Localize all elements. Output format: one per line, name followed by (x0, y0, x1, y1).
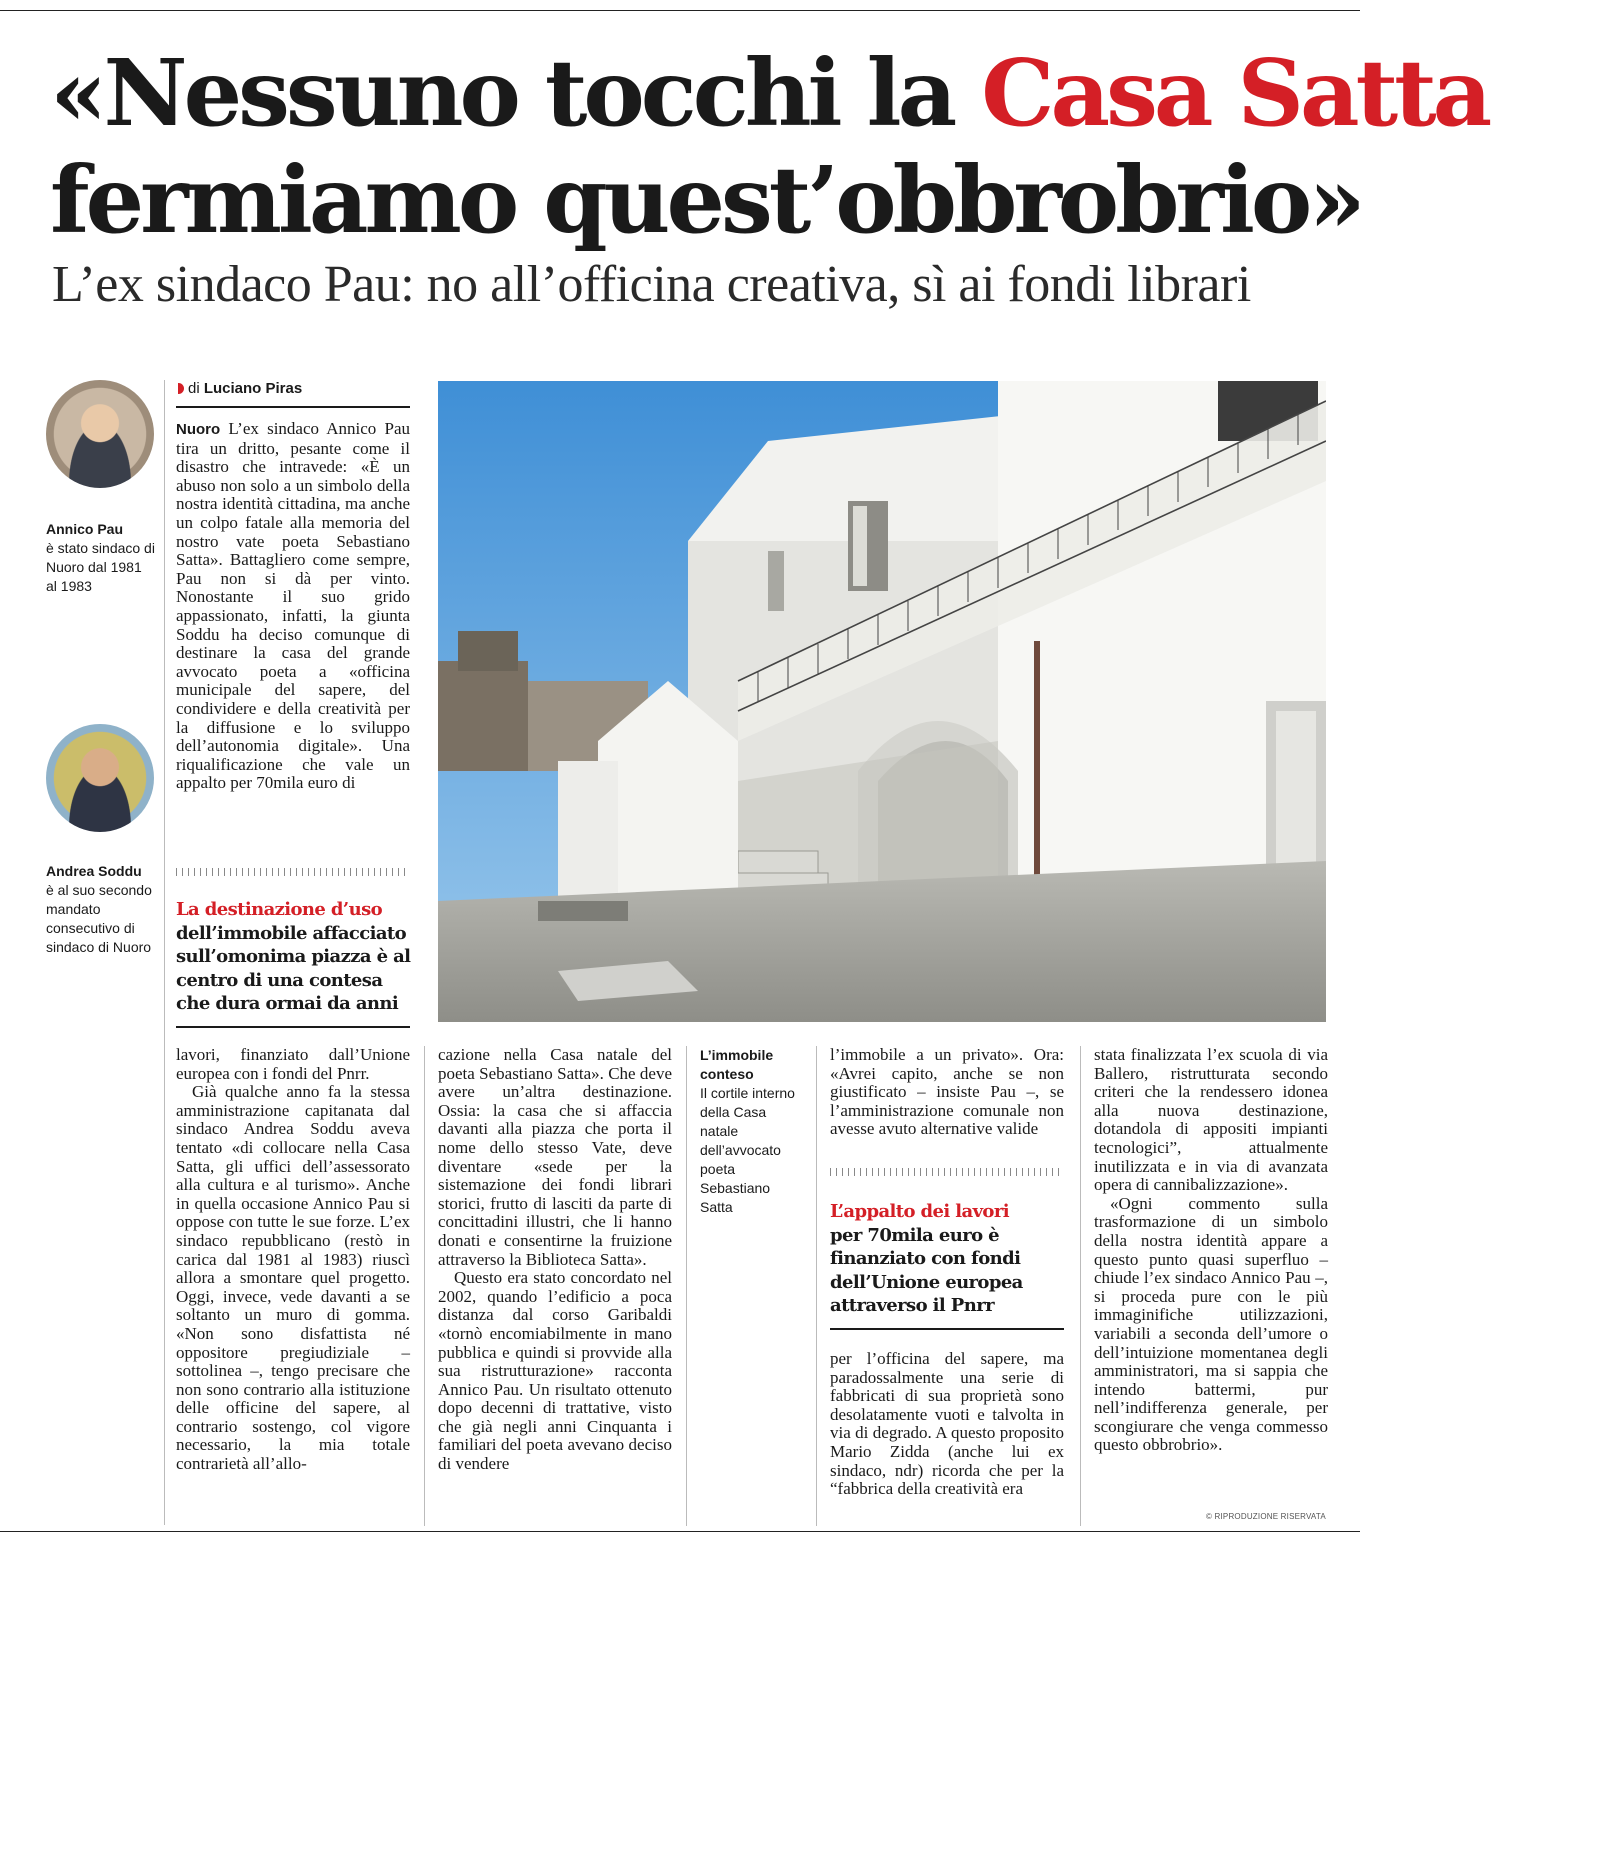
pullquote-2 (830, 1200, 1070, 1318)
annico-pau-caption (46, 520, 156, 596)
column-rule (424, 1046, 425, 1526)
andrea-soddu-name: Andrea Soddu (46, 863, 142, 879)
annico-pau-photo (46, 380, 154, 488)
column-rule (1080, 1046, 1081, 1526)
paragraph: lavori, finanziato dall’Unione europea con i fondi del Pnrr. (176, 1045, 410, 1083)
headline-line1-prefix: «Nessuno tocchi la (50, 39, 982, 147)
courtyard-illustration (438, 381, 1326, 1022)
andrea-soddu-caption (46, 862, 156, 957)
article-column-1 (176, 1046, 410, 1474)
photo-caption-title: L’immobile conteso (700, 1047, 774, 1082)
paragraph: stata finalizzata l’ex scuola di via Ballero, ristrutturata secondo criteri che la rendessero idonea alla nuova destinazione, dotandola di appositi impianti tecnologici”, attualmente inutilizzata e in via di avanzata opera di cannibalizzazione». (1094, 1045, 1328, 1195)
pullquote-rule (176, 1026, 410, 1028)
pullquote-1-red: La destinazione d’uso (176, 899, 383, 920)
headline (50, 39, 1489, 254)
paragraph: cazione nella Casa natale del poeta Sebastiano Satta». Che deve avere un’altra destinazione. Ossia: la casa che si affaccia davanti alla piazza che porta il nome dello stesso Vate, deve diventare «sede per la sistemazione dei fondi librari storici, frutto di lasciti da parte di concittadini illustri, che li hanno donati e consentirne la fruizione attraverso la Biblioteca Satta». (438, 1045, 672, 1269)
byline-author: Luciano Piras (203, 380, 303, 397)
column-rule (686, 1046, 687, 1526)
pullquote-hatch (830, 1168, 1064, 1176)
bottom-rule (0, 1531, 1360, 1532)
annico-pau-name: Annico Pau (46, 521, 124, 537)
photo-caption-text: Il cortile interno della Casa natale dell’avvocato poeta Sebastiano Satta (700, 1085, 795, 1215)
paragraph: «Ogni commento sulla trasformazione di un simbolo della nostra identità appare a questo punto quasi superfluo – chiude l’ex sindaco Annico Pau –, si proceda pure con le più immaginifiche utilizzazioni, variabili a seconda dell’umore o dell’intuizione momentanea degli amministratori, ma si sappia che intendo battermi, pur nell’indifferenza generale, per scongiurare che venga commesso questo obbrobrio». (1094, 1193, 1328, 1455)
top-rule (0, 10, 1360, 11)
dateline-place: Nuoro (176, 421, 221, 438)
pullquote-1 (176, 898, 416, 1016)
article-intro (176, 420, 410, 793)
headline-highlight: Casa Satta (981, 39, 1489, 147)
paragraph: l’immobile a un privato». Ora: «Avrei capito, anche se non giustificato – insiste Pau –, se l’amministrazione comunale non avesse avuto alternative valide (830, 1045, 1064, 1139)
andrea-soddu-photo (46, 724, 154, 832)
paragraph: Già qualche anno fa la stessa amministrazione capitanata dal sindaco Andrea Soddu aveva tentato «di collocare nella Casa Satta, gli uffici dell’assessorato alla cultura e al turismo». Anche in quella occasione Annico Pau si oppose con tutte le sue forze. L’ex sindaco repubblicano (restò in carica dal 1981 al 1983) riuscì allora a smontare quel progetto. Oggi, invece, vede davanti a se soltanto un muro di gomma. «Non sono disfattista né oppositore pregiudiziale – sottolinea –, tengo precisare che non sono contrario alla istituzione delle officine del sapere, al contrario sostengo, col vigore necessario, la mia totale contrarietà all’allo- (176, 1082, 410, 1474)
subhead: L’ex sindaco Pau: no all’officina creativa, sì ai fondi librari (52, 256, 1251, 313)
column-rule (164, 380, 165, 1525)
pullquote-1-text: dell’immobile affacciato sull’omonima piazza è al centro di una contesa che dura ormai da anni (176, 922, 411, 1014)
column-rule (816, 1046, 817, 1526)
paragraph: Questo era stato concordato nel 2002, quando l’edificio a poca distanza dal corso Garibaldi «tornò encomiabilmente in mano pubblica e quindi si provvide alla sua ristrutturazione» racconta Annico Pau. Un risultato ottenuto dopo decenni di trattative, visto che già negli anni Cinquanta i familiari del poeta avevano deciso di vendere (438, 1268, 672, 1474)
annico-pau-caption-text: è stato sindaco di Nuoro dal 1981 al 1983 (46, 540, 155, 594)
copyright-notice: © RIPRODUZIONE RISERVATA (1206, 1512, 1326, 1521)
pullquote-hatch (176, 868, 410, 876)
andrea-soddu-caption-text: è al suo secondo mandato consecutivo di sindaco di Nuoro (46, 882, 152, 955)
byline (178, 380, 302, 397)
pullquote-rule (830, 1328, 1064, 1330)
intro-text: L’ex sindaco Annico Pau tira un dritto, pesante come il disastro che intravede: «È un abuso non solo a un simbolo della nostra identità cittadina, ma anche un colpo fatale alla memoria del nostro vate poeta Sebastiano Satta». Battagliero come sempre, Pau non si dà per vinto. Nonostante il suo grido appassionato, infatti, la giunta Soddu ha deciso comunque di destinare la casa del grande avvocato poeta a «officina municipale del sapere, del condividere e della creatività per la diffusione e lo sviluppo dell’autonomia digitale». Una riqualificazione che vale un appalto per 70mila euro di (176, 419, 410, 793)
article-column-3 (830, 1046, 1064, 1139)
paragraph: per l’officina del sapere, ma paradossalmente una serie di fabbricati di sua proprietà sono desolatamente vuoti e talvolta in via di degrado. A questo proposito Mario Zidda (anche lui ex sindaco, ndr) ricorda che per la “fabbrica della creatività era (830, 1349, 1064, 1499)
casa-satta-courtyard-photo (438, 381, 1326, 1022)
article-column-2 (438, 1046, 672, 1474)
byline-marker-icon (178, 383, 184, 394)
article-column-4 (1094, 1046, 1328, 1455)
photo-caption (700, 1046, 800, 1217)
pullquote-2-text: per 70mila euro è finanziato con fondi dell’Unione europea attraverso il Pnrr (830, 1224, 1023, 1316)
article-column-3-continued (830, 1350, 1064, 1499)
headline-line2: fermiamo quest’obbrobrio» (50, 146, 1362, 254)
byline-prefix: di (188, 380, 204, 397)
pullquote-2-red: L’appalto dei lavori (830, 1201, 1009, 1222)
byline-rule (176, 406, 410, 408)
